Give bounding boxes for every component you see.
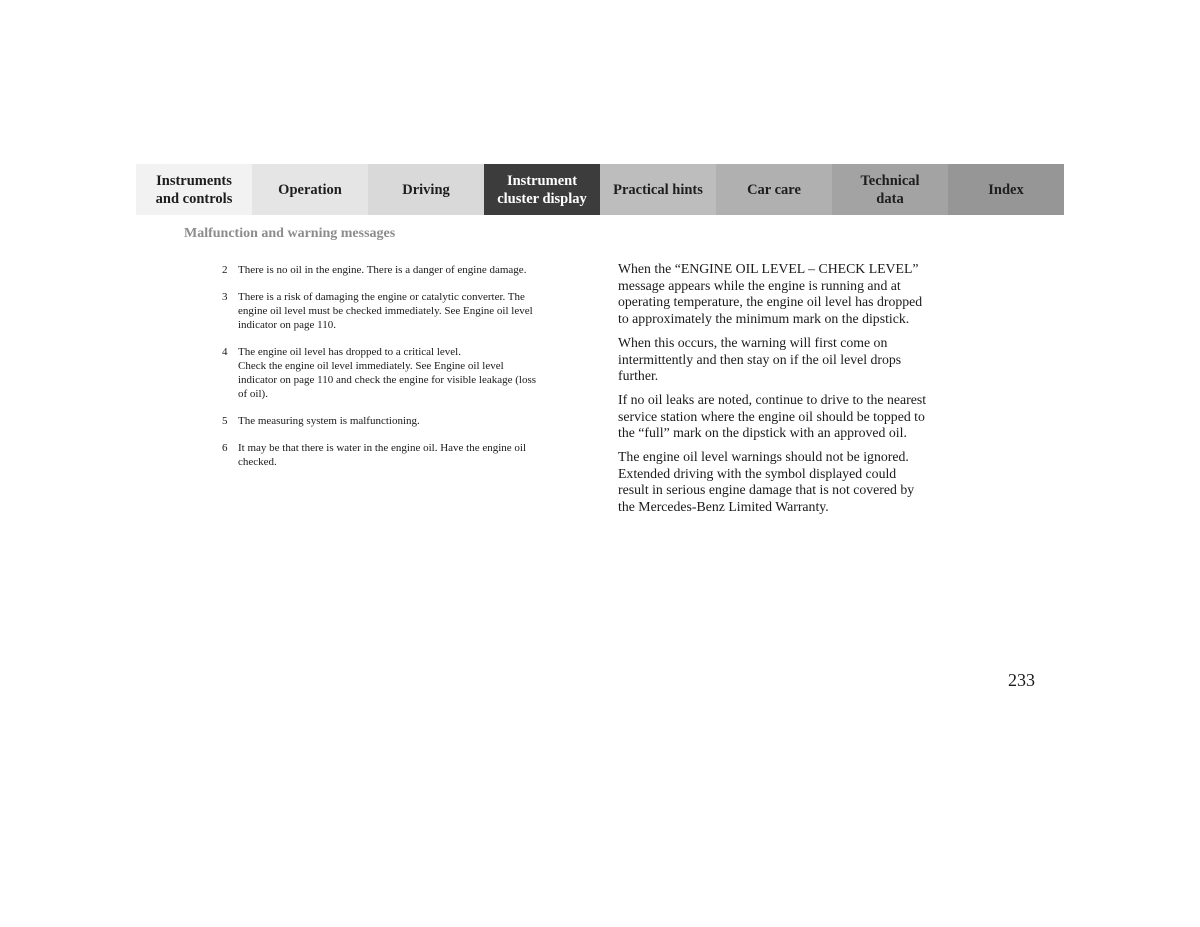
footnote-number: 5 — [222, 415, 228, 427]
footnote-item — [222, 414, 574, 428]
footnote-text: It may be that there is water in the engine oil. Have the engine oil checked. — [238, 442, 527, 468]
tab-technical-data[interactable]: Technical data — [832, 164, 948, 215]
footnote-number: 6 — [222, 442, 228, 454]
tab-index[interactable]: Index — [948, 164, 1064, 215]
footnote-number: 2 — [222, 264, 228, 276]
paragraph: The engine oil level warnings should not be ignored. Extended driving with the symbol displayed could result in serious engine damage that is not covered by the Mercedes-Benz Limited Warranty. — [618, 449, 915, 515]
footnote-item — [222, 290, 574, 332]
section-title: Malfunction and warning messages — [184, 226, 396, 241]
footnote-number: 4 — [222, 346, 228, 358]
chapter-tabs — [136, 164, 1064, 215]
footnote-item — [222, 345, 574, 401]
tab-car-care[interactable]: Car care — [716, 164, 832, 215]
tab-instruments-and-controls[interactable]: Instruments and controls — [136, 164, 252, 215]
footnote-text: There is no oil in the engine. There is a danger of engine damage. — [238, 264, 527, 276]
paragraph: When the “ENGINE OIL LEVEL – CHECK LEVEL” message appears while the engine is running and at operating temperature, the engine oil level has dropped to approximately the minimum mark on the dipstick. — [618, 261, 923, 327]
footnote-number: 3 — [222, 291, 228, 303]
tab-operation[interactable]: Operation — [252, 164, 368, 215]
footnote-list — [222, 263, 574, 482]
tab-practical-hints[interactable]: Practical hints — [600, 164, 716, 215]
footnote-text: There is a risk of damaging the engine or catalytic converter. The engine oil level must be checked immediately. See Engine oil level indicator on page 110. — [238, 291, 533, 331]
tab-instrument-cluster-display[interactable]: Instrument cluster display — [484, 164, 600, 215]
footnote-text: The engine oil level has dropped to a critical level. Check the engine oil level immediately. See Engine oil level indicator on page 110 and check the engine for visible leakage (loss of oil). — [238, 346, 537, 400]
page-number: 233 — [1008, 670, 1035, 690]
footnote-item — [222, 441, 574, 469]
footnote-item — [222, 263, 574, 277]
paragraph: When this occurs, the warning will first come on intermittently and then stay on if the oil level drops further. — [618, 334, 902, 384]
tab-driving[interactable]: Driving — [368, 164, 484, 215]
body-text — [618, 261, 970, 523]
paragraph: If no oil leaks are noted, continue to drive to the nearest service station where the engine oil should be topped to the “full” mark on the dipstick with an approved oil. — [618, 391, 927, 441]
footnote-text: The measuring system is malfunctioning. — [238, 415, 420, 427]
